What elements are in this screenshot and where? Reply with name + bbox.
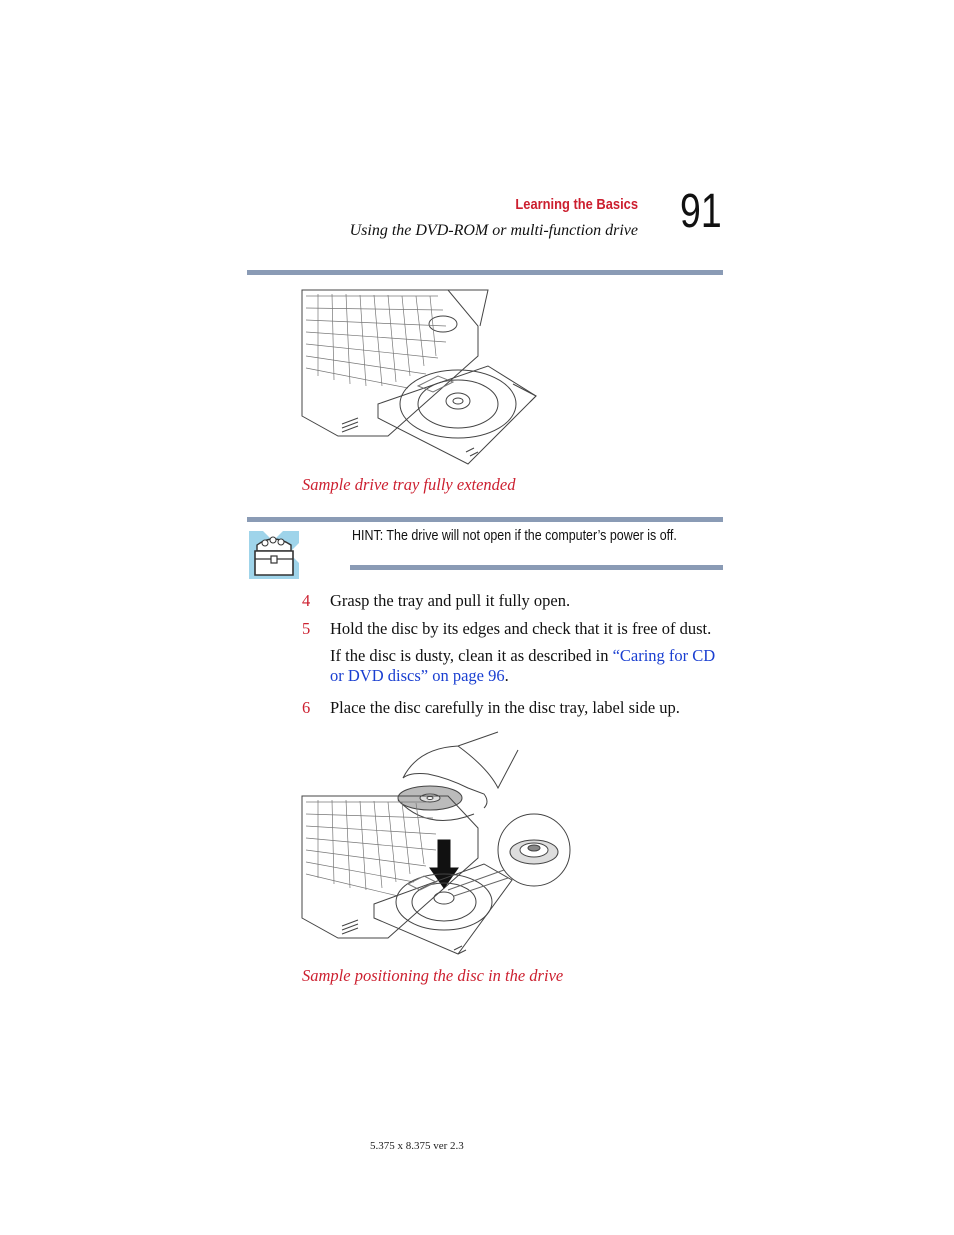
header-rule xyxy=(247,270,723,275)
treasure-chest-icon xyxy=(247,529,301,583)
hint-top-rule xyxy=(247,517,723,522)
page-subtitle: Using the DVD-ROM or multi-function drive xyxy=(349,222,638,239)
step-text-4: Grasp the tray and pull it fully open. xyxy=(330,591,571,610)
disc-placement-illustration xyxy=(298,728,573,963)
figure-caption-tray: Sample drive tray fully extended xyxy=(302,475,516,494)
hint-bottom-rule xyxy=(350,565,723,570)
step-number-4: 4 xyxy=(302,591,311,610)
hint-text: HINT: The drive will not open if the computer’s power is off. xyxy=(352,528,677,544)
step-text-5: Hold the disc by its edges and check that it is free of dust. xyxy=(330,619,712,638)
caring-for-discs-link[interactable]: “Caring for CD or DVD discs” on page 96 xyxy=(330,646,716,685)
dust-note xyxy=(330,646,722,686)
page-number: 91 xyxy=(680,185,722,238)
page-footer: 5.375 x 8.375 ver 2.3 xyxy=(370,1140,464,1152)
section-title: Learning the Basics xyxy=(515,196,638,213)
figure-caption-disc: Sample positioning the disc in the drive xyxy=(302,966,564,985)
dust-note-end: . xyxy=(504,666,509,685)
step-text-6: Place the disc carefully in the disc tray, label side up. xyxy=(330,698,680,717)
step-number-5: 5 xyxy=(302,619,311,638)
drive-tray-illustration xyxy=(298,286,543,466)
step-number-6: 6 xyxy=(302,698,311,717)
dust-note-text: If the disc is dusty, clean it as described in xyxy=(330,646,613,665)
